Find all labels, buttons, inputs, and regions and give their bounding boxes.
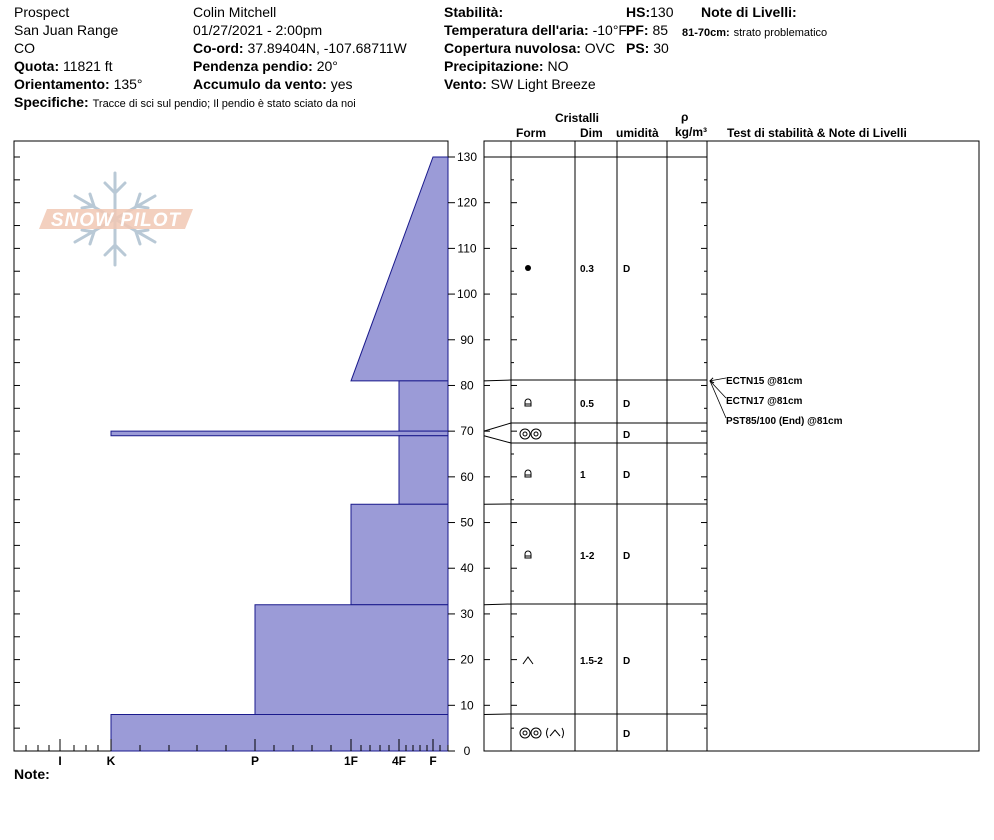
layer-connectors <box>484 157 511 714</box>
layer-moisture-value: D <box>623 264 631 275</box>
moisture-header: umidità <box>616 126 659 140</box>
density-symbol: ρ <box>681 110 689 124</box>
layer-connector <box>484 380 511 381</box>
wind-loading-label: Accumulo da vento: <box>193 76 327 92</box>
hardness-tick-label: F <box>429 754 437 768</box>
layer-rows <box>511 157 707 740</box>
left-axis-ticks <box>14 157 20 751</box>
table-frame <box>484 141 979 751</box>
aspect-value: 135° <box>113 76 143 92</box>
stability-tests <box>710 376 843 427</box>
layer-moisture-value: D <box>623 729 631 740</box>
layer-moisture-value: D <box>623 656 631 667</box>
layer-connector <box>484 604 511 605</box>
density-unit: kg/m³ <box>675 125 708 139</box>
layer-moisture-value: D <box>623 470 631 481</box>
surface-hoar-ring <box>534 731 538 735</box>
hardness-tick-label: K <box>106 754 116 768</box>
hardness-profile <box>111 157 448 751</box>
hs-label: HS: <box>626 4 651 20</box>
surface-hoar-ring <box>523 731 527 735</box>
faceted-rounded-icon <box>525 551 531 558</box>
layer-moisture-value: D <box>623 551 631 562</box>
surface-hoar-icon <box>520 429 541 439</box>
hardness-layer <box>111 714 448 751</box>
layer-connector <box>484 423 511 431</box>
faceted-rounded-icon <box>525 470 531 477</box>
layer-dim-value: 0.5 <box>580 399 594 410</box>
logo-text: SNOW PILOT <box>50 210 182 231</box>
layer-dim-value: 0.3 <box>580 264 594 275</box>
wind-label: Vento: <box>444 76 487 92</box>
pf-label: PF: <box>626 22 649 38</box>
hardness-layer <box>351 504 448 605</box>
depth-hoar-caret <box>550 730 560 736</box>
slope-label: Pendenza pendio: <box>193 58 313 74</box>
layer-connector <box>484 436 511 443</box>
hardness-layer <box>399 381 448 431</box>
stability-test-label: ECTN15 @81cm <box>726 376 803 387</box>
layer-moisture-value: D <box>623 430 631 441</box>
faceted-rounded-shape <box>525 399 531 406</box>
ps-value: 30 <box>653 40 669 56</box>
surface-hoar-ring <box>534 432 538 436</box>
layer-notes-label: Note di Livelli: <box>701 4 797 20</box>
observer-name: Colin Mitchell <box>193 4 277 20</box>
specifics-label: Specifiche: <box>14 94 89 110</box>
observation-datetime: 01/27/2021 - 2:00pm <box>193 22 323 38</box>
stability-test-label: PST85/100 (End) @81cm <box>726 416 843 427</box>
tests-notes-header: Test di stabilità & Note di Livelli <box>727 126 907 140</box>
coord-value: 37.89404N, -107.68711W <box>247 40 407 56</box>
surface-hoar-ring <box>520 429 530 439</box>
depth-tick-label: 100 <box>456 287 478 302</box>
precip-value: NO <box>547 58 569 74</box>
surface-hoar-ring <box>523 432 527 436</box>
ps-label: PS: <box>626 40 650 56</box>
wind-value: SW Light Breeze <box>490 76 596 92</box>
crystals-header: Cristalli <box>555 111 600 125</box>
cloud-label: Copertura nuvolosa: <box>444 40 581 56</box>
hardness-tick-label: 1F <box>343 754 359 768</box>
depth-tick-label: 20 <box>460 652 474 667</box>
layer-dim-value: 1 <box>580 470 586 481</box>
faceted-rounded-icon <box>525 399 531 406</box>
hardness-layer <box>351 157 448 381</box>
depth-tick-label: 90 <box>460 332 474 347</box>
hardness-tick-label: P <box>250 754 260 768</box>
depth-tick-label: 70 <box>460 424 474 439</box>
round-icon <box>525 265 531 271</box>
layer-moisture-value: D <box>623 399 631 410</box>
depth-tick-label: 40 <box>460 561 474 576</box>
coord-label: Co-ord: <box>193 40 244 56</box>
pf-value: 85 <box>652 22 669 38</box>
hardness-tick-label: I <box>58 754 62 768</box>
surface-hoar-ring <box>531 728 541 738</box>
depth-tick-label: 130 <box>456 150 478 164</box>
stability-test-label: ECTN17 @81cm <box>726 396 803 407</box>
state-name: CO <box>14 40 35 56</box>
hardness-tick-label: 4F <box>391 754 407 768</box>
hardness-layer <box>111 431 448 436</box>
air-temp-value: -10°F <box>592 22 627 38</box>
snowpilot-logo <box>39 173 193 265</box>
hardness-layer <box>255 605 448 715</box>
paren-open <box>547 728 549 738</box>
range-name: San Juan Range <box>14 22 119 38</box>
note-label: Note: <box>14 766 50 782</box>
depth-tick-label: 80 <box>460 378 474 393</box>
slope-value: 20° <box>316 58 338 74</box>
test-leader-line <box>710 381 726 418</box>
depth-tick-label: 60 <box>460 469 474 484</box>
faceted-rounded-shape <box>525 470 531 477</box>
stability-label: Stabilità: <box>444 4 504 20</box>
depth-hoar-icon <box>523 657 533 664</box>
layer-table <box>484 141 979 751</box>
surface-hoar-ring <box>531 429 541 439</box>
form-header: Form <box>516 126 546 140</box>
surface-hoar-ring <box>520 728 530 738</box>
layer-note-range: 81-70cm: <box>682 27 730 39</box>
hardness-layer <box>399 436 448 505</box>
air-temp-label: Temperatura dell'aria: <box>444 22 589 38</box>
round-grain-dot <box>525 265 531 271</box>
depth-tick-label: 120 <box>456 195 478 210</box>
elevation-value: 11821 ft <box>63 58 113 74</box>
surface-hoar-icon <box>520 728 541 738</box>
precip-label: Precipitazione: <box>444 58 544 74</box>
layer-dim-value: 1-2 <box>580 551 595 562</box>
layer-dim-value: 1.5-2 <box>580 656 603 667</box>
depth-hoar-caret <box>523 657 533 664</box>
hs-value: 130 <box>650 4 674 20</box>
aspect-label: Orientamento: <box>14 76 110 92</box>
paren-close <box>562 728 564 738</box>
depth-tick-label: 30 <box>460 606 474 621</box>
depth-axis <box>448 150 477 758</box>
surface-hoar(depth-hoar)-icon <box>520 728 564 738</box>
depth-tick-label: 110 <box>457 241 477 256</box>
depth-tick-label: 10 <box>460 698 474 713</box>
depth-tick-label: 0 <box>463 744 471 758</box>
depth-tick-label: 50 <box>460 515 474 530</box>
cloud-value: OVC <box>584 40 616 56</box>
faceted-rounded-shape <box>525 551 531 558</box>
specifics-value: Tracce di sci sul pendio; Il pendio è stato sciato da noi <box>92 98 356 110</box>
location-name: Prospect <box>14 4 70 20</box>
test-leader-line <box>710 381 726 398</box>
elevation-label: Quota: <box>14 58 60 74</box>
wind-loading-value: yes <box>330 76 353 92</box>
dim-header: Dim <box>580 126 603 140</box>
layer-note-text: strato problematico <box>733 27 828 39</box>
